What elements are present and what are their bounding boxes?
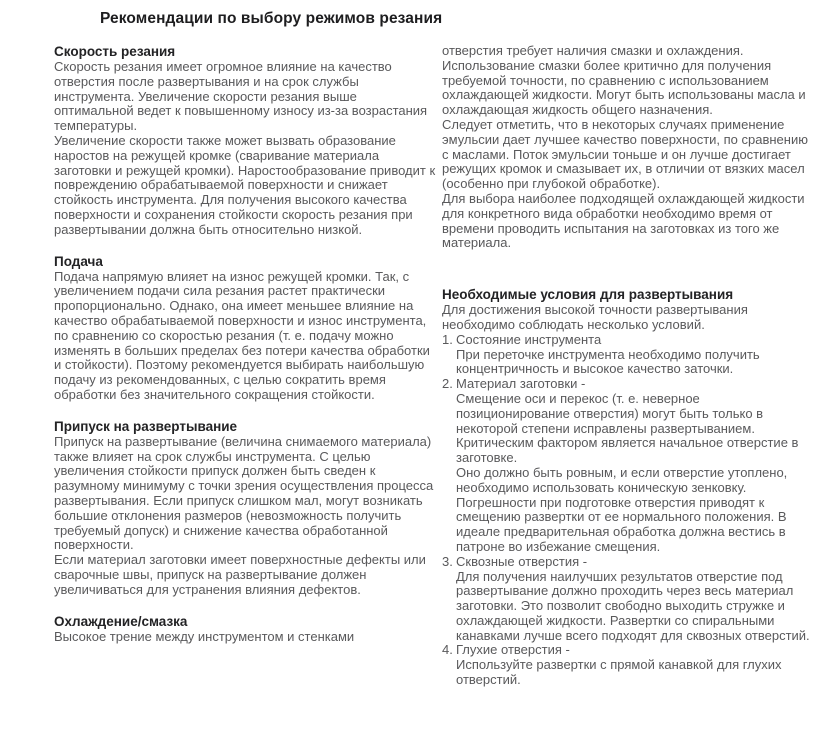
list-item [442,643,815,687]
list-item-number: 1. [442,331,453,347]
section-heading: Скорость резания [54,44,176,59]
list-item-number: 2. [442,376,453,392]
section-feed [54,254,438,403]
list-item-title: Глухие отверстия - [456,642,570,658]
section-heading: Необходимые условия для развертывания [442,287,734,303]
paragraph: Подача напрямую влияет на износ режущей кромки. Так, с увеличением подачи сила резания растет практически пропорционально. Однако, она имеет меньшее влияние на качество обрабатываемой поверхности и износ инструмента, по сравнению со скоростью резания (т. е. подачу можно изменять в больших пределах без потери качества обработки и стойкости). Поэтому рекомендуется выбирать наибольшую подачу из рекомендованных, с целью сократить время обработки без значительного сокращения стойкости. [54,268,430,402]
list-item-paragraph: При переточке инструмента необходимо получить концентричность и высокое качество заточки. [456,346,760,377]
right-column [442,44,815,704]
section-reaming-conditions [442,287,815,688]
paragraph: Увеличение скорости также может вызвать образование наростов на режущей кромке (сваривание материала заготовки и режущей кромки). Наростообразование приводит к повреждению обрабатываемой поверхности и снижает стойкость инструмента. Для получения высокого качества поверхности и сохранения стойкости скорость резания при развертывании должна быть относительно низкой. [54,132,436,237]
list-item-content [456,377,815,555]
section-cutting-speed [54,44,438,238]
list-item [442,333,815,377]
two-column-layout [54,44,815,704]
list-item-content [456,643,815,687]
cooling-lubrication-continuation [442,44,815,251]
list-item-number: 3. [442,553,453,569]
list-item-paragraph: Смещение оси и перекос (т. е. неверное позиционирование отверстия) могут быть только в некоторой степени исправлены развертыванием. Критическим фактором является начальное отверстие в заготовке. [456,390,799,466]
list-item [442,555,815,644]
section-heading: Охлаждение/смазка [54,613,188,629]
paragraph: Припуск на развертывание (величина снимаемого материала) также влияет на срок службы инструмента. С целью увеличения стойкости припуск должен быть сведен к разумному минимуму с точки зрения осуществления процесса развертывания. Если припуск слишком мал, могут возникать большие отклонения размеров (невозможность получить требуемый допуск) и снижение качества обработанной поверхности. [54,433,434,553]
left-column [54,44,438,644]
page-title: Рекомендации по выбору режимов резания [100,10,443,27]
section-reaming-allowance [54,419,438,598]
list-item-content [456,333,815,377]
section-heading: Припуск на развертывание [54,418,238,434]
paragraph: Следует отметить, что в некоторых случаях применение эмульсии дает лучшее качество поверхности, по сравнению с маслами. Поток эмульсии тоньше и он лучше достигает режущих кромок и смазывает их, в отличии от вязких масел (особенно при глубокой обработке). [442,116,808,192]
conditions-list [442,333,815,688]
paragraph: Для выбора наиболее подходящей охлаждающей жидкости для конкретного вида обработки необходимо время от времени проводить испытания на заготовках из того же материала. [442,190,805,251]
section-cooling-lubrication [54,614,438,645]
list-item [442,377,815,555]
list-item-paragraph: Используйте развертки с прямой канавкой для глухих отверстий. [456,657,782,688]
list-item-title: Материал заготовки - [456,376,586,392]
list-item-number: 4. [442,642,453,658]
list-item-title: Сквозные отверстия - [456,553,588,569]
paragraph: Скорость резания имеет огромное влияние на качество отверстия после развертывания и на срок службы инструмента. Увеличение скорости резания выше оптимальной ведет к повышенному износу из-за возрастания температуры. [54,59,428,134]
list-item-content [456,555,815,644]
list-item-title: Состояние инструмента [456,331,602,347]
section-heading: Подача [54,253,103,269]
section-intro: Для достижения высокой точности развертывания необходимо соблюдать несколько условий. [442,302,748,332]
list-item-paragraph: Оно должно быть ровным, и если отверстие утоплено, необходимо использовать коническую зенковку. Погрешности при подготовке отверстия приводят к смещению развертки от ее нормального положения. В идеале предварительная обработка должна вестись в патроне во избежание смещения. [456,464,788,554]
paragraph: Если материал заготовки имеет поверхностные дефекты или сварочные швы, припуск на развертывание должен увеличиваться для устранения влияния дефектов. [54,552,426,597]
paragraph: отверстия требует наличия смазки и охлаждения. Использование смазки более критично для получения требуемой точности, по сравнению с использованием охлаждающей жидкости. Могут быть использованы масла и охлаждающая жидкость общего назначения. [442,43,806,118]
paragraph: Высокое трение между инструментом и стенками [54,628,355,644]
list-item-paragraph: Для получения наилучших результатов отверстие под развертывание должно проходить через весь материал заготовки. Это позволит свободно выходить стружке и охлаждающей жидкости. Развертки со спиральными канавками лучше всего подходят для сквозных отверстий. [456,568,810,643]
